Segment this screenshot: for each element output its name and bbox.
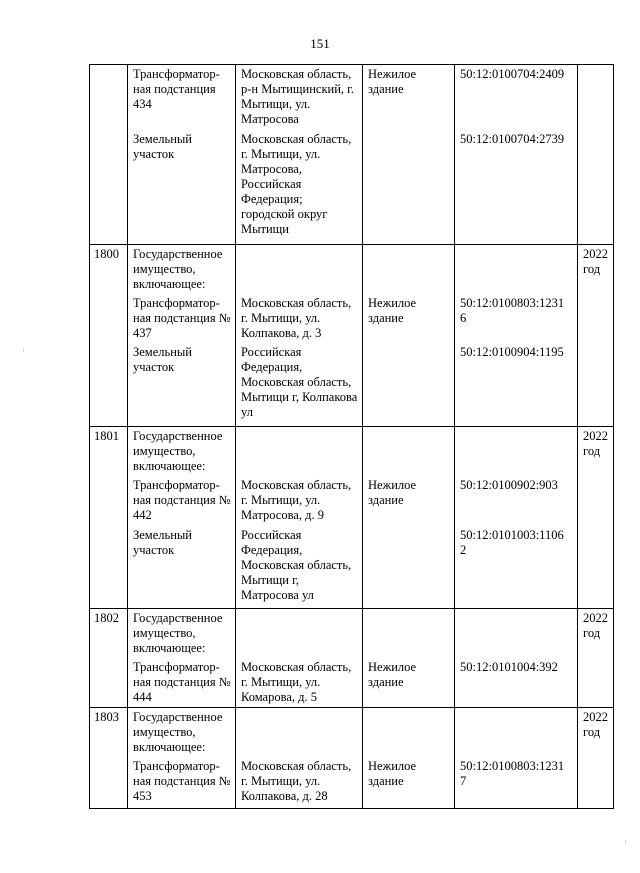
table-row [90,130,614,245]
group-header: Государственное имущество, включающее: [128,708,236,757]
year: 2022 год [578,427,614,476]
cadastral-number: 50:12:0100803:1231 6 [455,294,578,343]
object-type [363,343,455,427]
year: 2022 год [578,609,614,658]
scan-mark-left [23,349,24,352]
table-row [90,343,614,427]
object-address: Российская Федерация, Московская область, Мытищи г, Матросова ул [236,526,363,609]
table-row [90,476,614,526]
object-name: Трансформатор-ная подстанция № 444 [128,658,236,708]
object-address: Московская область, р-н Мытищинский, г. Мытищи, ул. Матросова [236,65,363,130]
object-type: Нежилое здание [363,658,455,708]
object-type [363,130,455,245]
scan-mark-right [625,840,626,844]
object-address: Московская область, г. Мытищи, ул. Колпакова, д. 28 [236,757,363,809]
table-row [90,294,614,343]
object-name: Земельный участок [128,343,236,427]
cadastral-number: 50:12:0100902:903 [455,476,578,526]
group-header: Государственное имущество, включающее: [128,609,236,658]
cadastral-number: 50:12:0100803:1231 7 [455,757,578,809]
table-row [90,65,614,130]
table-row [90,708,614,757]
table-row [90,245,614,294]
cadastral-number: 50:12:0101004:392 [455,658,578,708]
page-number: 151 [310,36,330,51]
object-name: Трансформатор-ная подстанция № 453 [128,757,236,809]
group-header: Государственное имущество, включающее: [128,245,236,294]
row-number: 1802 [90,609,128,658]
table-row [90,427,614,476]
object-address: Московская область, г. Мытищи, ул. Комарова, д. 5 [236,658,363,708]
cadastral-number: 50:12:0101003:1106 2 [455,526,578,609]
year [578,65,614,130]
row-number: 1803 [90,708,128,757]
row-number: 1801 [90,427,128,476]
row-number: 1800 [90,245,128,294]
registry-table [89,64,614,809]
object-address: Московская область, г. Мытищи, ул. Колпакова, д. 3 [236,294,363,343]
cadastral-number: 50:12:0100704:2409 [455,65,578,130]
object-name: Трансформатор-ная подстанция № 442 [128,476,236,526]
object-name: Земельный участок [128,526,236,609]
object-address: Российская Федерация, Московская область, Мытищи г, Колпакова ул [236,343,363,427]
object-address: Московская область, г. Мытищи, ул. Матросова, д. 9 [236,476,363,526]
object-name: Земельный участок [128,130,236,245]
group-header: Государственное имущество, включающее: [128,427,236,476]
cadastral-number: 50:12:0100904:1195 [455,343,578,427]
object-type: Нежилое здание [363,294,455,343]
row-number [90,65,128,130]
year: 2022 год [578,708,614,757]
object-name: Трансформатор-ная подстанция № 437 [128,294,236,343]
cadastral-number: 50:12:0100704:2739 [455,130,578,245]
object-type: Нежилое здание [363,757,455,809]
table-row [90,757,614,809]
object-address: Московская область, г. Мытищи, ул. Матросова, Российская Федерация; городской округ Мытищи [236,130,363,245]
table-row [90,526,614,609]
table-row [90,658,614,708]
year: 2022 год [578,245,614,294]
table-row [90,609,614,658]
object-type: Нежилое здание [363,476,455,526]
object-name: Трансформатор-ная подстанция 434 [128,65,236,130]
object-type: Нежилое здание [363,65,455,130]
object-type [363,526,455,609]
